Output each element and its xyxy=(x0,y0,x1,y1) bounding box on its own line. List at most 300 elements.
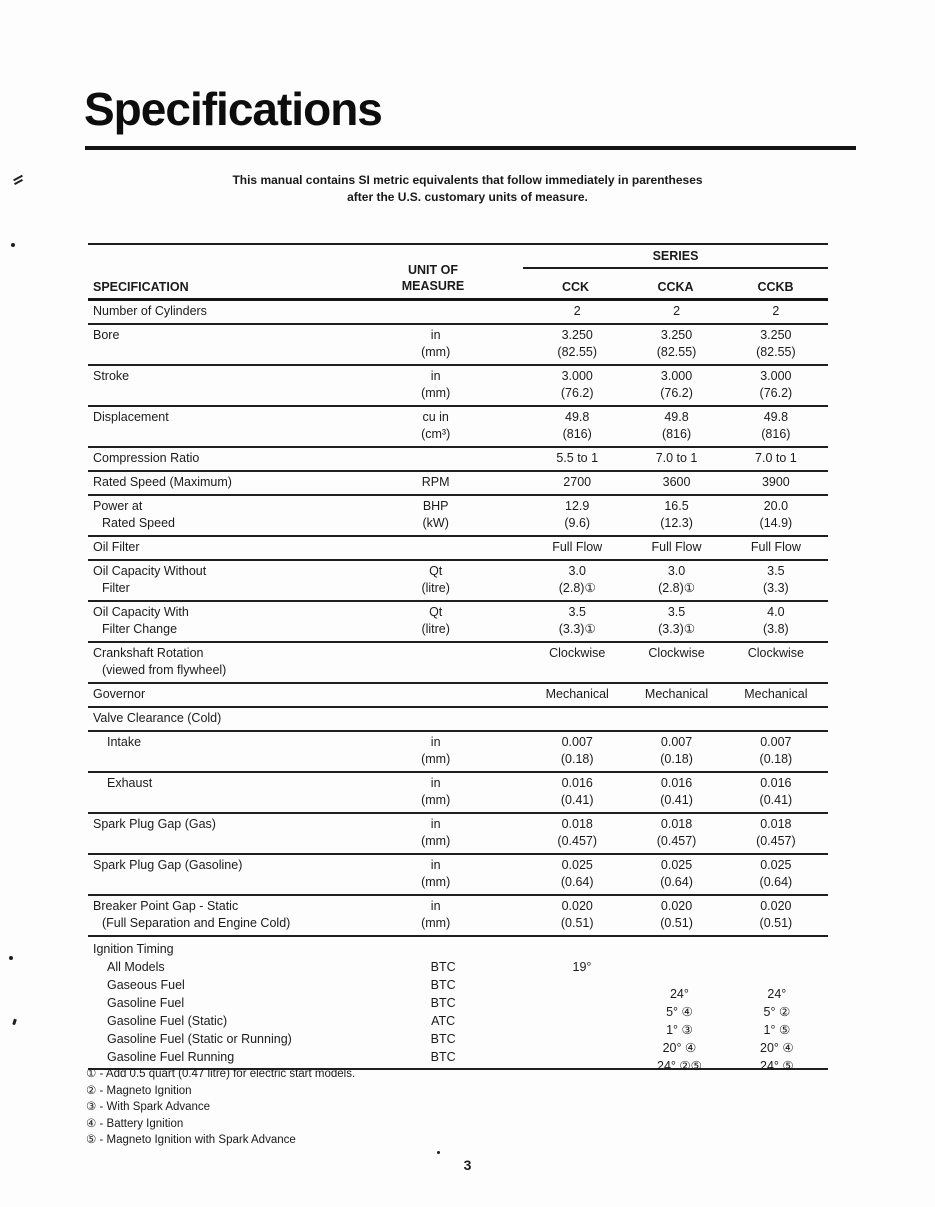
cck-value-line1: 0.020 xyxy=(561,899,593,913)
column-header-cckb: CCKB xyxy=(757,280,794,294)
ccka-value xyxy=(629,450,723,467)
table-row xyxy=(88,325,828,366)
cck-value xyxy=(525,816,629,850)
ccka-value-line1: 3.5 xyxy=(667,605,686,619)
ccka-value xyxy=(629,775,723,809)
cck-value xyxy=(525,898,629,932)
cck-value xyxy=(525,857,629,891)
cckb-value-line2: (0.457) xyxy=(756,834,796,848)
cck-value-text: 19° xyxy=(572,960,592,974)
ignition-label-text: Gaseous Fuel xyxy=(107,978,185,992)
unit-cell-line1: RPM xyxy=(421,475,450,489)
ignition-row xyxy=(88,958,828,976)
ignition-section xyxy=(88,937,828,1073)
spec-label-line1: Exhaust xyxy=(107,776,153,790)
spec-label xyxy=(88,898,346,932)
unit-cell-line2: (litre) xyxy=(421,622,450,636)
cckb-value xyxy=(724,498,828,532)
spec-table xyxy=(88,243,828,1073)
unit-cell xyxy=(346,303,525,320)
ccka-value-line2: (816) xyxy=(661,427,692,441)
unit-cell-line1: in xyxy=(430,369,441,383)
cckb-value-line2: (82.55) xyxy=(756,345,796,359)
table-row xyxy=(88,773,828,814)
unit-cell-line1: in xyxy=(430,328,441,342)
unit-cell-line1: in xyxy=(430,817,441,831)
unit-cell xyxy=(346,539,525,556)
table-row xyxy=(88,814,828,855)
subtitle-line-1: This manual contains SI metric equivalents that follow immediately in parentheses xyxy=(232,173,703,187)
spec-label-line1: Valve Clearance (Cold) xyxy=(93,711,222,725)
cck-value-line2: (0.18) xyxy=(560,752,594,766)
ignition-label xyxy=(88,994,355,1012)
scan-artifact xyxy=(437,1151,440,1154)
spec-label xyxy=(88,498,346,532)
cckb-value xyxy=(724,474,828,491)
table-row xyxy=(88,448,828,472)
cckb-value xyxy=(724,303,828,320)
cck-value xyxy=(525,710,629,727)
cckb-value-line2: (0.51) xyxy=(759,916,793,930)
series-rule xyxy=(523,267,828,269)
ignition-unit-text: BTC xyxy=(430,1032,456,1046)
unit-cell xyxy=(346,368,525,402)
ccka-value xyxy=(629,563,723,597)
table-row xyxy=(88,301,828,325)
title-rule xyxy=(85,146,856,150)
cckb-value-line2: (0.64) xyxy=(759,875,793,889)
spec-label xyxy=(88,450,346,467)
ignition-unit xyxy=(355,976,530,994)
cckb-value-line2: Clockwise xyxy=(747,646,804,660)
spec-label-line2: Filter Change xyxy=(102,622,178,636)
page-title: Specifications xyxy=(84,83,382,135)
unit-cell-line2: (mm) xyxy=(421,386,451,400)
table-row xyxy=(88,602,828,643)
cck-value xyxy=(525,734,629,768)
scan-artifact xyxy=(11,243,15,247)
cckb-value-line2: (0.18) xyxy=(759,752,793,766)
table-row xyxy=(88,855,828,896)
ignition-label-text: Gasoline Fuel (Static or Running) xyxy=(107,1032,292,1046)
ccka-value-line2: (3.3)① xyxy=(658,622,695,636)
table-row xyxy=(88,537,828,561)
unit-cell-line1: Qt xyxy=(429,564,443,578)
column-header-cck: CCK xyxy=(561,280,590,294)
unit-cell-line2: (litre) xyxy=(421,581,450,595)
cck-value xyxy=(525,563,629,597)
ignition-unit xyxy=(355,1030,530,1048)
spec-label-line1: Spark Plug Gap (Gasoline) xyxy=(93,858,243,872)
subtitle-line-2: after the U.S. customary units of measure. xyxy=(347,190,588,204)
cckb-value-text: 1° ⑤ xyxy=(763,1023,791,1037)
cck-value-line2: (9.6) xyxy=(564,516,591,530)
ccka-value-line2: (0.64) xyxy=(660,875,693,889)
footnote-item: ④ - Battery Ignition xyxy=(86,1117,184,1130)
ccka-value-line1: 3.250 xyxy=(660,328,693,342)
ccka-value xyxy=(629,474,723,491)
ccka-value-line1: 2 xyxy=(673,304,681,318)
cck-value xyxy=(531,976,633,994)
ccka-value-line2: (0.41) xyxy=(660,793,693,807)
table-row xyxy=(88,684,828,708)
ccka-value-line1: 49.8 xyxy=(664,410,689,424)
cckb-value-line2: (76.2) xyxy=(759,386,793,400)
unit-cell xyxy=(346,563,525,597)
spec-label-line1: Number of Cylinders xyxy=(93,304,207,318)
model-headers xyxy=(523,280,828,294)
ccka-value-line1: 3600 xyxy=(662,475,691,489)
ccka-value-text: 24° ②⑤ xyxy=(657,1059,702,1073)
ignition-label-text: Gasoline Fuel Running xyxy=(107,1050,235,1064)
unit-cell xyxy=(346,409,525,443)
table-row xyxy=(88,366,828,407)
unit-cell-line2: (mm) xyxy=(421,345,451,359)
cckb-value xyxy=(724,563,828,597)
ccka-value xyxy=(629,734,723,768)
unit-of-line1: UNIT OF xyxy=(408,263,458,277)
spec-label xyxy=(88,539,346,556)
ignition-unit-text: ATC xyxy=(431,1014,456,1028)
ignition-unit-text: BTC xyxy=(430,978,456,992)
spec-label xyxy=(88,409,346,443)
cckb-value-line2: (3.3) xyxy=(763,581,789,595)
cck-value-line1: 3.250 xyxy=(561,328,593,342)
ccka-value-line1: 7.0 to 1 xyxy=(655,451,698,465)
cck-value-line1: 0.025 xyxy=(561,858,593,872)
footnote-item: ② - Magneto Ignition xyxy=(86,1084,192,1097)
ignition-label xyxy=(88,1030,355,1048)
ccka-value-line2: (0.18) xyxy=(660,752,693,766)
ignition-label-text: Gasoline Fuel xyxy=(107,996,185,1010)
table-row xyxy=(88,643,828,684)
footnotes xyxy=(86,1066,355,1149)
ccka-value xyxy=(633,958,726,976)
page-number: 3 xyxy=(463,1157,472,1173)
cckb-value xyxy=(724,539,828,556)
spec-label xyxy=(88,686,346,703)
cck-value xyxy=(525,686,629,703)
spec-label xyxy=(88,645,346,679)
cck-value-line1: 3.0 xyxy=(568,564,586,578)
ignition-rows xyxy=(88,958,828,1073)
ccka-value xyxy=(629,498,723,532)
cck-value xyxy=(531,994,633,1012)
cck-value xyxy=(525,604,629,638)
spec-label-line1: Breaker Point Gap - Static xyxy=(93,899,239,913)
cck-value-line2: (2.8)① xyxy=(558,581,596,595)
cck-value xyxy=(531,1048,633,1066)
cckb-value-text: 24° ⑤ xyxy=(760,1059,794,1073)
table-row xyxy=(88,472,828,496)
cckb-value-text: 24° xyxy=(767,987,787,1001)
unit-cell-line1: in xyxy=(430,899,441,913)
cck-value xyxy=(525,303,629,320)
unit-cell-line2: (mm) xyxy=(421,793,451,807)
ignition-unit xyxy=(355,1048,530,1066)
ignition-label-text: Gasoline Fuel (Static) xyxy=(107,1014,228,1028)
ignition-unit xyxy=(355,994,530,1012)
cckb-value-line1: 3.000 xyxy=(760,369,792,383)
cck-value-line1: 0.018 xyxy=(561,817,593,831)
ignition-row xyxy=(88,1012,828,1037)
cckb-value-line1: 0.007 xyxy=(760,735,792,749)
spec-label-line1: Intake xyxy=(107,735,142,749)
subtitle xyxy=(0,172,935,206)
ccka-value xyxy=(629,857,723,891)
ignition-row xyxy=(88,976,828,1001)
ignition-unit xyxy=(355,958,530,976)
unit-cell-line2: (cm³) xyxy=(421,427,451,441)
unit-cell-line2: (mm) xyxy=(421,916,451,930)
unit-cell xyxy=(346,686,525,703)
spec-label xyxy=(88,604,346,638)
cck-value-line2: (82.55) xyxy=(557,345,598,359)
cckb-value-line1: Full Flow xyxy=(750,540,801,554)
cck-value-line1: 2 xyxy=(573,304,581,318)
cck-value xyxy=(525,498,629,532)
table-row xyxy=(88,496,828,537)
cck-value xyxy=(525,327,629,361)
cckb-value xyxy=(724,734,828,768)
cckb-value xyxy=(726,958,828,976)
ignition-unit xyxy=(355,1012,530,1030)
ignition-unit-text: BTC xyxy=(430,1050,456,1064)
spec-label xyxy=(88,816,346,850)
ccka-value-line1: 3.0 xyxy=(667,564,686,578)
spec-label xyxy=(88,327,346,361)
ignition-unit-text: BTC xyxy=(430,960,456,974)
ccka-value-text: 1° ③ xyxy=(666,1023,693,1037)
ignition-label xyxy=(88,958,355,976)
ignition-section-label: Ignition Timing xyxy=(93,942,174,956)
cckb-value xyxy=(724,409,828,443)
cckb-value-line1: 3.250 xyxy=(760,328,792,342)
cck-value-line1: Mechanical xyxy=(545,687,609,701)
table-row xyxy=(88,407,828,448)
ignition-row xyxy=(88,1030,828,1055)
ccka-value-line2: (2.8)① xyxy=(658,581,695,595)
unit-cell xyxy=(346,645,525,679)
unit-of-line2: MEASURE xyxy=(401,279,465,293)
cck-value-line1: 49.8 xyxy=(565,410,590,424)
ccka-value xyxy=(629,409,723,443)
ccka-value-line1: Mechanical xyxy=(644,687,709,701)
ccka-value xyxy=(629,327,723,361)
cckb-value-line1: 2 xyxy=(772,304,780,318)
spec-label-line1: Displacement xyxy=(93,410,169,424)
cckb-value-line2: (816) xyxy=(761,427,791,441)
cck-value-line1: 2700 xyxy=(563,475,592,489)
unit-cell-line2: (mm) xyxy=(421,752,451,766)
cck-value xyxy=(531,1012,633,1030)
ccka-value-text: 24° xyxy=(669,987,689,1001)
ccka-value-line2: (0.457) xyxy=(656,834,697,848)
cckb-value-line2: (0.41) xyxy=(759,793,793,807)
cckb-value-line1: 3900 xyxy=(761,475,790,489)
unit-cell xyxy=(346,898,525,932)
unit-cell xyxy=(346,734,525,768)
series-label: SERIES xyxy=(652,249,699,263)
ignition-row xyxy=(88,994,828,1019)
cck-value-line2: (0.64) xyxy=(560,875,594,889)
ccka-value xyxy=(629,645,723,679)
ignition-label xyxy=(88,1012,355,1030)
column-header-specification: SPECIFICATION xyxy=(93,280,189,294)
unit-cell xyxy=(346,775,525,809)
table-row xyxy=(88,561,828,602)
spec-label xyxy=(88,710,346,727)
ccka-value xyxy=(629,604,723,638)
cckb-value-text: 5° ② xyxy=(763,1005,791,1019)
cckb-value xyxy=(724,898,828,932)
unit-cell-line1: Qt xyxy=(429,605,443,619)
cckb-value xyxy=(724,604,828,638)
cck-value xyxy=(525,409,629,443)
cckb-value xyxy=(724,368,828,402)
table-body xyxy=(88,301,828,937)
cckb-value-line1: 0.020 xyxy=(760,899,792,913)
cck-value-line2: (76.2) xyxy=(560,386,594,400)
cckb-value-line2: (3.8) xyxy=(763,622,789,636)
cckb-value-line1: 0.025 xyxy=(760,858,792,872)
spec-label xyxy=(88,734,346,768)
ccka-value-line2: (82.55) xyxy=(656,345,697,359)
ccka-value-line2: (76.2) xyxy=(660,386,693,400)
ccka-value-line1: 16.5 xyxy=(664,499,689,513)
spec-label-line1: Power at xyxy=(93,499,143,513)
unit-cell xyxy=(346,816,525,850)
ccka-value-line1: Full Flow xyxy=(651,540,702,554)
unit-cell-line1: in xyxy=(430,735,441,749)
cck-value-line2: (3.3)① xyxy=(558,622,596,636)
spec-label xyxy=(88,474,346,491)
cckb-value xyxy=(724,816,828,850)
unit-cell xyxy=(346,604,525,638)
ccka-value xyxy=(629,303,723,320)
spec-label xyxy=(88,563,346,597)
ccka-value xyxy=(629,898,723,932)
cckb-value-line1: 7.0 to 1 xyxy=(755,451,797,465)
cck-value xyxy=(525,645,629,679)
cckb-value-line2: (14.9) xyxy=(759,516,793,530)
spec-label xyxy=(88,368,346,402)
spec-label xyxy=(88,775,346,809)
spec-label-line1: Stroke xyxy=(93,369,130,383)
ccka-value-line1: 0.020 xyxy=(660,899,693,913)
ignition-label xyxy=(88,976,355,994)
cckb-value-line1: 0.018 xyxy=(760,817,792,831)
cckb-value-line1: Mechanical xyxy=(744,687,808,701)
column-header-unit-of-measure xyxy=(343,262,523,294)
spec-label-line1: Spark Plug Gap (Gas) xyxy=(93,817,216,831)
cckb-value-line1: 0.016 xyxy=(760,776,792,790)
spec-label-line2: Rated Speed xyxy=(102,516,175,530)
cck-value xyxy=(525,450,629,467)
unit-cell xyxy=(346,474,525,491)
cck-value-line2: (0.51) xyxy=(560,916,594,930)
ccka-value xyxy=(633,976,726,1001)
cckb-value xyxy=(724,450,828,467)
footnote-item: ⑤ - Magneto Ignition with Spark Advance xyxy=(86,1134,296,1146)
cck-value xyxy=(531,1030,633,1048)
spec-label-line2: (Full Separation and Engine Cold) xyxy=(102,916,291,930)
spec-label-line1: Crankshaft Rotation xyxy=(93,646,204,660)
cckb-value-line1: 49.8 xyxy=(763,410,789,424)
spec-label xyxy=(88,303,346,320)
unit-cell xyxy=(346,710,525,727)
cckb-value xyxy=(726,976,828,1001)
unit-cell xyxy=(346,327,525,361)
scan-artifact xyxy=(9,956,13,960)
spec-label xyxy=(88,857,346,891)
unit-cell-line1: in xyxy=(430,776,441,790)
spec-label-line2: (viewed from flywheel) xyxy=(102,663,227,677)
unit-cell-line1: in xyxy=(430,858,441,872)
cckb-value-line1: 4.0 xyxy=(767,605,785,619)
ignition-unit-text: BTC xyxy=(430,996,456,1010)
unit-cell xyxy=(346,450,525,467)
cck-value xyxy=(525,368,629,402)
cckb-value xyxy=(724,857,828,891)
ccka-value-line2: (0.51) xyxy=(660,916,693,930)
ccka-value xyxy=(629,816,723,850)
spec-label-line1: Rated Speed (Maximum) xyxy=(93,475,232,489)
cck-value-line2: (0.457) xyxy=(557,834,598,848)
unit-cell-line2: (kW) xyxy=(422,516,449,530)
ccka-value xyxy=(629,686,723,703)
table-header xyxy=(88,243,828,301)
spec-label-line1: Governor xyxy=(93,687,146,701)
cck-value-line1: 3.000 xyxy=(561,369,593,383)
ccka-value-line1: 0.025 xyxy=(660,858,693,872)
spec-label-line1: Bore xyxy=(93,328,120,342)
cck-value-line1: 5.5 to 1 xyxy=(556,451,599,465)
footnote-item: ① - Add 0.5 quart (0.47 litre) for electric start models. xyxy=(86,1068,356,1080)
cck-value xyxy=(525,539,629,556)
cckb-value xyxy=(724,645,828,679)
cckb-value xyxy=(724,775,828,809)
cck-value xyxy=(525,474,629,491)
spec-label-line1: Oil Capacity With xyxy=(93,605,189,619)
unit-cell-line2: (mm) xyxy=(421,834,451,848)
ccka-value xyxy=(629,710,723,727)
table-row xyxy=(88,732,828,773)
ccka-value xyxy=(629,539,723,556)
scan-artifact xyxy=(12,1019,17,1026)
unit-cell-line2: (mm) xyxy=(421,875,451,889)
cckb-value xyxy=(724,327,828,361)
cckb-value-text: 20° ④ xyxy=(760,1041,794,1055)
spec-label-line1: Oil Capacity Without xyxy=(93,564,207,578)
table-row xyxy=(88,708,828,732)
cck-value xyxy=(525,775,629,809)
cckb-value xyxy=(724,686,828,703)
ccka-value-text: 20° ④ xyxy=(662,1041,697,1055)
cck-value-line1: 12.9 xyxy=(565,499,590,513)
ignition-row xyxy=(88,1048,828,1073)
cckb-value-line1: 3.5 xyxy=(767,564,785,578)
ignition-label-text: All Models xyxy=(107,960,165,974)
cck-value-line2: (816) xyxy=(562,427,592,441)
cckb-value-line1: 20.0 xyxy=(763,499,789,513)
unit-cell xyxy=(346,857,525,891)
spec-label-line1: Compression Ratio xyxy=(93,451,200,465)
spec-label-line2: Filter xyxy=(102,581,130,595)
cck-value-line2: (0.41) xyxy=(560,793,594,807)
ignition-label xyxy=(88,1048,355,1066)
cck-value-line1: 3.5 xyxy=(568,605,586,619)
